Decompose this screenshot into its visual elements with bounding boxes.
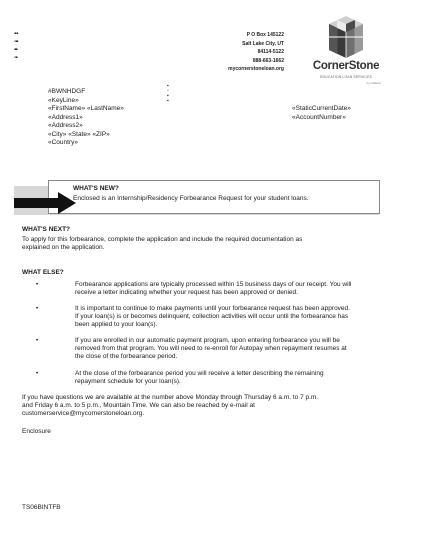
list-item-line: receive a letter indicating whether your request has been approved or denied. <box>75 289 298 296</box>
whats-next-title: WHAT'S NEXT? <box>22 226 71 233</box>
what-else-title: WHAT ELSE? <box>22 269 64 276</box>
list-item-line: removed from that program. You will need to re-enroll for Autopay when repayment resumes at <box>75 345 347 352</box>
recipient-address <box>48 88 124 148</box>
bullet-icon: • <box>36 281 39 288</box>
list-item-line: If your loan(s) is or becomes delinquent, collection activities will occur until the forbearance has <box>75 313 349 320</box>
whats-next-text <box>22 236 302 252</box>
list-item-line: At the close of the forbearance period you will receive a letter describing the remaining <box>75 370 324 377</box>
form-code: TS06BINTFB <box>22 504 61 511</box>
mail-barcode-icon: ▪▫▪ ▫▪▪ ▪▪▫ ▫▪▫ <box>14 31 18 61</box>
return-address-line: mycornerstoneloan.org <box>228 66 284 72</box>
paragraph-line: explained on the application. <box>22 244 105 251</box>
return-address-line: Salt Lake City, UT <box>242 40 284 47</box>
current-date: «StaticCurrentDate» <box>292 105 351 112</box>
bullet-icon: • <box>36 337 39 344</box>
recipient-line: «FirstName» «LastName» <box>48 105 124 112</box>
list-item-line: It is important to continue to make payments until your forbearance request has been approved. <box>75 305 350 312</box>
bullet-icon: • <box>36 370 39 377</box>
letter-meta <box>292 105 351 122</box>
list-item-line: been applied to your loan(s). <box>75 321 158 328</box>
cornerstone-cube-logo-icon <box>307 14 385 60</box>
return-address-line: 84114-5122 <box>257 49 284 55</box>
recipient-line: «KeyLine» <box>48 96 79 104</box>
paragraph-line: If you have questions we are available at the number above Monday through Thursday 6 a.m. to 7 p.m. <box>22 394 319 401</box>
whats-new-text: Enclosed is an Internship/Residency Forbearance Request for your student loans. <box>73 195 309 202</box>
recipient-line: «Address1» <box>48 113 83 121</box>
keyline-barcode-icon: ▪ ▫ ▪ ▪ <box>167 83 169 104</box>
contact-paragraph <box>22 394 318 418</box>
recipient-line: «Country» <box>48 139 78 146</box>
enclosure-note: Enclosure <box>22 428 51 435</box>
list-item-line: Forbearance applications are typically processed within 15 business days of our receipt. You will <box>75 281 352 288</box>
list-item-line: repayment schedule for your loan(s). <box>75 378 181 385</box>
list-item-line: If you are enrolled in our automatic payment program, upon entering forbearance you will be <box>75 337 340 344</box>
logo-wordmark: CornerStone <box>312 60 380 72</box>
recipient-line: «Address2» <box>48 122 83 129</box>
whats-new-callout <box>48 180 380 214</box>
whats-new-title: WHAT'S NEW? <box>73 185 119 192</box>
list-item-line: the close of the forbearance period. <box>75 353 178 360</box>
paragraph-line: and Friday 6 a.m. to 5 p.m., Mountain Time. We can also be reached by e-mail at <box>22 402 255 409</box>
bullet-icon: • <box>36 305 39 312</box>
return-address-line: 888-663-1662 <box>252 57 284 64</box>
recipient-line: «City» «State» «ZIP» <box>48 130 110 138</box>
recipient-line: #BWNHDGF <box>48 88 86 95</box>
return-address <box>218 31 284 74</box>
account-number: «AccountNumber» <box>292 113 346 121</box>
return-address-line: P O Box 145122 <box>246 32 284 38</box>
paragraph-line: To apply for this forbearance, complete the application and include the required documentation as <box>22 236 303 243</box>
logo-subtext: by UHEAA <box>366 81 381 85</box>
cornerstone-logo <box>307 14 385 94</box>
right-arrow-icon <box>14 192 76 214</box>
logo-tagline: EDUCATION LOAN SERVICES <box>320 75 372 79</box>
paragraph-line: customerservice@mycornerstoneloan.org. <box>22 410 145 417</box>
